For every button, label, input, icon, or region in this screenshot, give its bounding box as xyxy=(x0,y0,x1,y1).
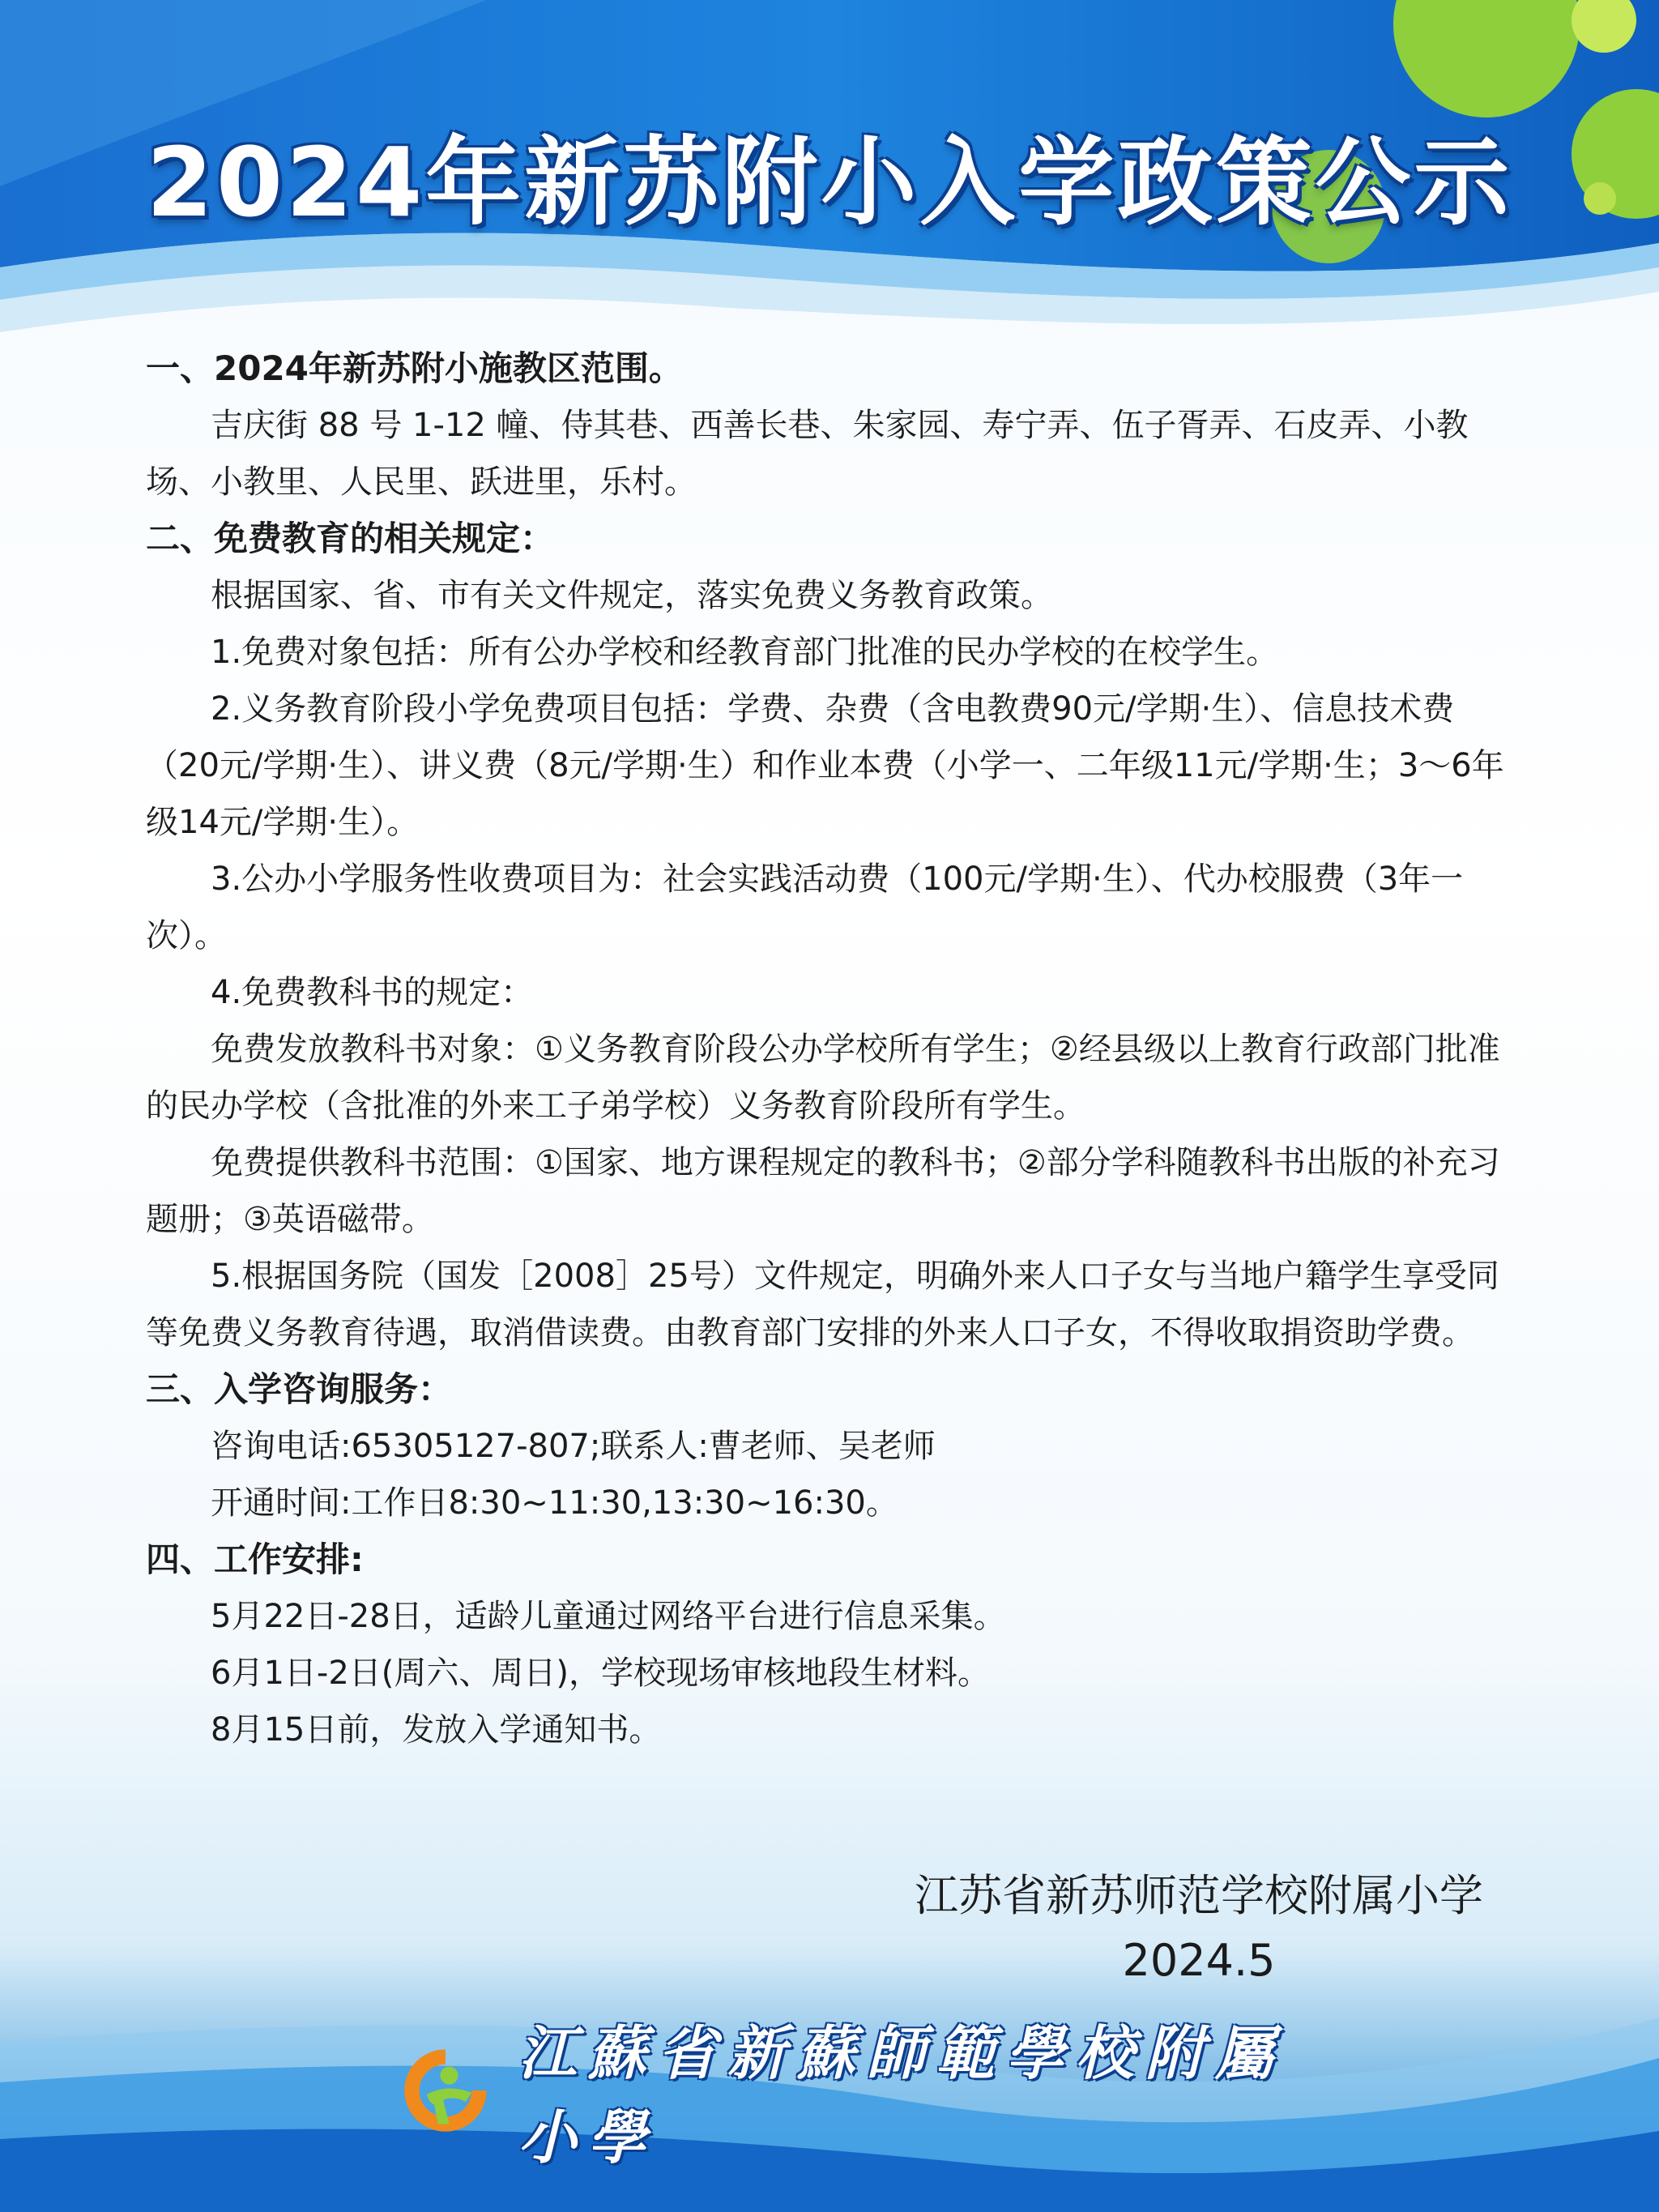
paragraph: 免费发放教科书对象：①义务教育阶段公办学校所有学生；②经县级以上教育行政部门批准的民办学校（含批准的外来工子弟学校）义务教育阶段所有学生。 xyxy=(146,1031,1500,1125)
page-title: 2024年新苏附小入学政策公示 xyxy=(146,126,1513,238)
section-heading-2: 二、免费教育的相关规定： xyxy=(146,519,555,558)
section-heading-4: 四、工作安排: xyxy=(146,1539,364,1579)
schedule-item: 6月1日-2日(周六、周日)，学校现场审核地段生材料。 xyxy=(211,1655,990,1692)
notice-body xyxy=(146,340,1523,1758)
footer-logo xyxy=(397,2018,1353,2171)
schedule-item: 8月15日前，发放入学通知书。 xyxy=(211,1711,662,1749)
section-heading-1: 一、2024年新苏附小施教区范围。 xyxy=(146,348,683,388)
signature-school: 江苏省新苏师范学校附属小学 xyxy=(915,1870,1483,1921)
schedule-item: 5月22日-28日，适龄儿童通过网络平台进行信息采集。 xyxy=(211,1598,1006,1635)
paragraph: 4.免费教科书的规定： xyxy=(211,974,534,1011)
paragraph: 根据国家、省、市有关文件规定，落实免费义务教育政策。 xyxy=(211,577,1053,614)
paragraph: 免费提供教科书范围：①国家、地方课程规定的教科书；②部分学科随教科书出版的补充习题册；③英语磁带。 xyxy=(146,1144,1500,1238)
contact-phone: 咨询电话:65305127-807;联系人:曹老师、吴老师 xyxy=(211,1428,936,1465)
service-hours: 开通时间:工作日8:30~11:30,13:30~16:30。 xyxy=(211,1484,898,1522)
school-emblem-icon xyxy=(397,2038,494,2143)
paragraph: 3.公办小学服务性收费项目为：社会实践活动费（100元/学期·生）、代办校服费（3年一次）。 xyxy=(146,860,1464,954)
paragraph: 2.义务教育阶段小学免费项目包括：学费、杂费（含电教费90元/学期·生）、信息技术费（20元/学期·生）、讲义费（8元/学期·生）和作业本费（小学一、二年级11元/学期·生；3～6年级14元/学期·生）。 xyxy=(146,690,1504,841)
signature-date: 2024.5 xyxy=(1122,1935,1276,1986)
section-heading-3: 三、入学咨询服务： xyxy=(146,1369,453,1409)
footer-school-name: 江蘇省新蘇師範學校附屬小學 xyxy=(518,2018,1285,2171)
paragraph: 5.根据国务院（国发［2008］25号）文件规定，明确外来人口子女与当地户籍学生享受同等免费义务教育待遇，取消借读费。由教育部门安排的外来人口子女，不得收取捐资助学费。 xyxy=(146,1258,1499,1352)
paragraph: 吉庆街 88 号 1-12 幢、侍其巷、西善长巷、朱家园、寿宁弄、伍子胥弄、石皮弄、小教场、小教里、人民里、跃进里，乐村。 xyxy=(146,407,1469,501)
paragraph: 1.免费对象包括：所有公办学校和经教育部门批准的民办学校的在校学生。 xyxy=(211,634,1279,671)
